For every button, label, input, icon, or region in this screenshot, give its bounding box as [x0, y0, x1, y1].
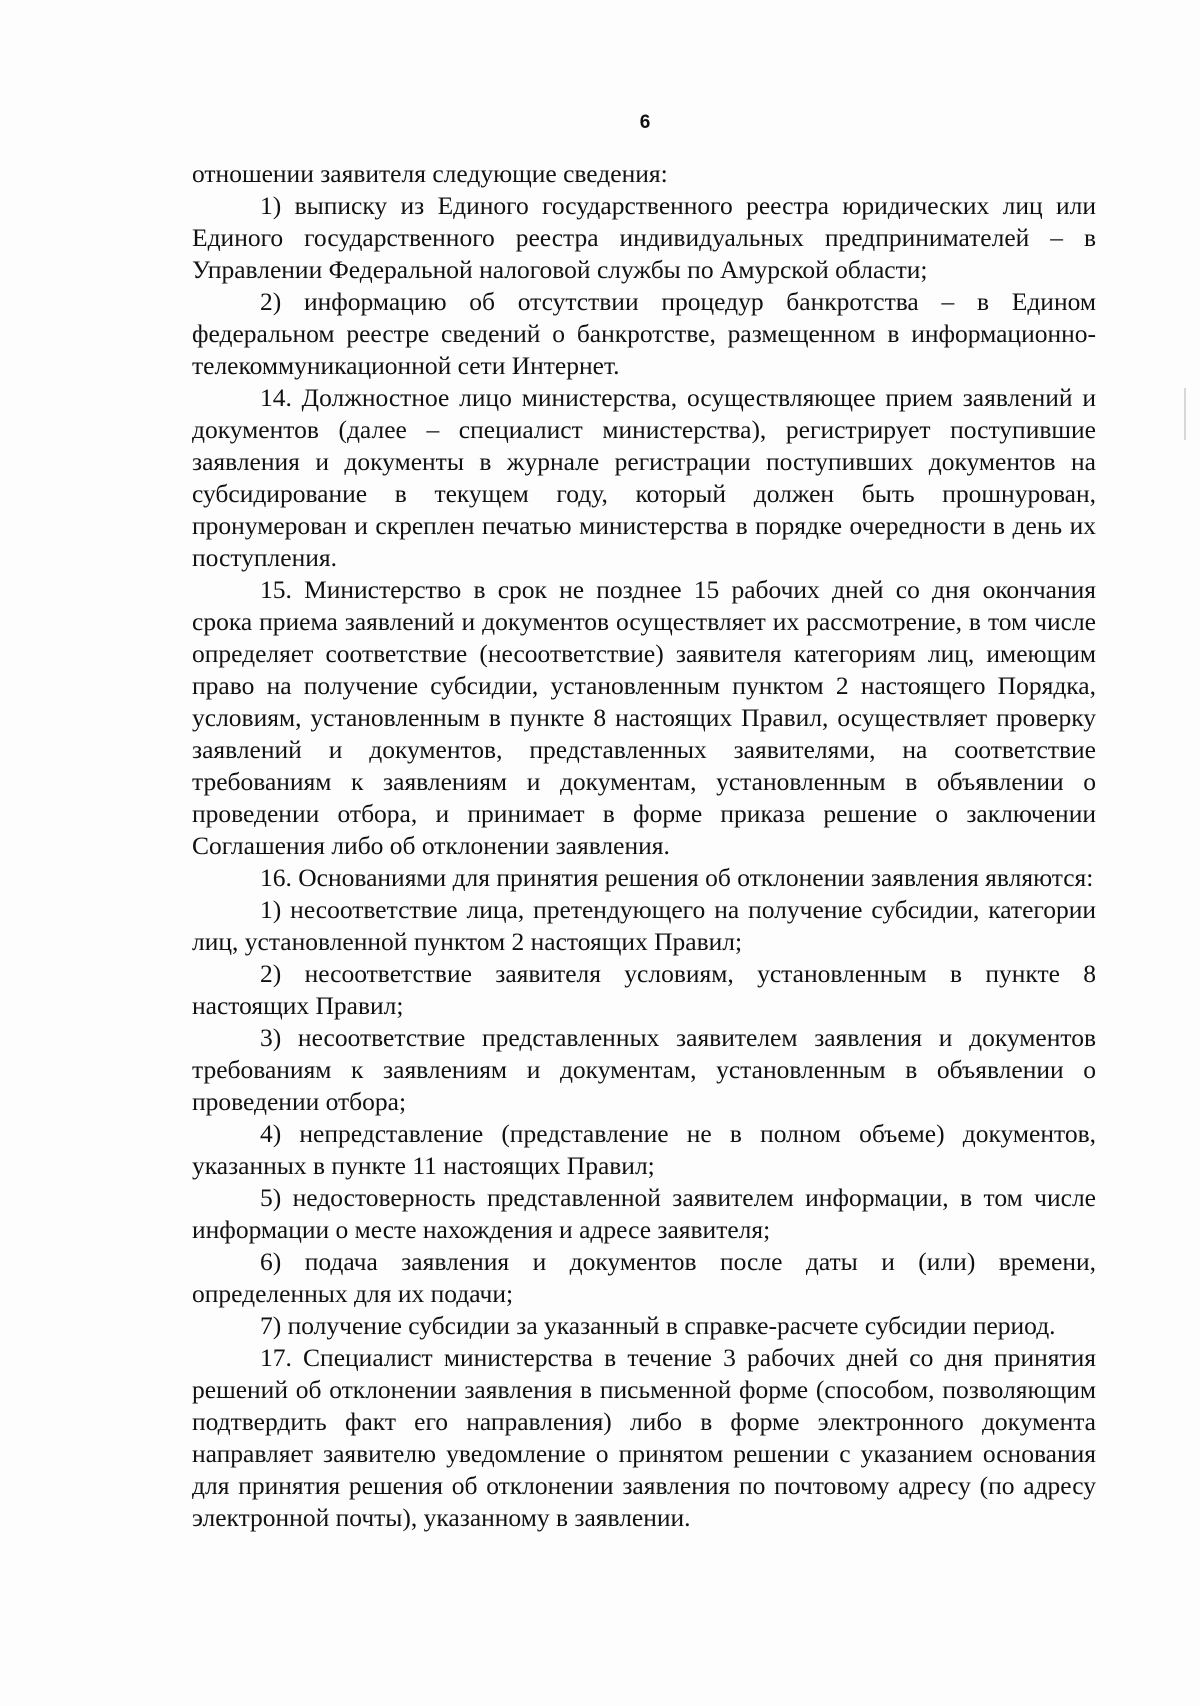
paragraph-17: 17. Специалист министерства в течение 3 рабочих дней со дня принятия решений об отклонении заявления в письменной форме (способом, позволяющим подтвердить факт его направления) либо в форме электронного документа направляет заявителю уведомление о принятом решении с указанием основания для принятия решения об отклонении заявления по почтовому адресу (по адресу электронной почты), указанному в заявлении. [192, 1343, 1096, 1532]
document-body [192, 158, 1096, 1534]
page-number: 6 [639, 112, 651, 133]
paragraph-16: 16. Основаниями для принятия решения об отклонении заявления являются: [260, 863, 1094, 892]
paragraph-16-item-2: 2) несоответствие заявителя условиям, установленным в пункте 8 настоящих Правил; [192, 959, 1096, 1020]
paragraph-16-item-7: 7) получение субсидии за указанный в справке-расчете субсидии период. [260, 1311, 1056, 1340]
paragraph-16-item-5: 5) недостоверность представленной заявителем информации, в том числе информации о месте нахождения и адресе заявителя; [192, 1183, 1096, 1244]
paragraph-item-2-bankruptcy: 2) информацию об отсутствии процедур банкротства – в Едином федеральном реестре сведений о банкротстве, размещенном в информационно-телекоммуникационной сети Интернет. [192, 287, 1096, 380]
paragraph-16-item-3: 3) несоответствие представленных заявителем заявления и документов требованиям к заявлениям и документам, установленным в объявлении о проведении отбора; [192, 1023, 1096, 1116]
paragraph-item-1-egrul: 1) выписку из Единого государственного реестра юридических лиц или Единого государственного реестра индивидуальных предпринимателей – в Управлении Федеральной налоговой службы по Амурской области; [192, 191, 1096, 284]
paragraph-16-item-1: 1) несоответствие лица, претендующего на получение субсидии, категории лиц, установленной пунктом 2 настоящих Правил; [192, 895, 1096, 956]
scan-artifact [1184, 388, 1186, 440]
paragraph-continuation: отношении заявителя следующие сведения: [192, 159, 668, 188]
paragraph-15: 15. Министерство в срок не позднее 15 рабочих дней со дня окончания срока приема заявлений и документов осуществляет их рассмотрение, в том числе определяет соответствие (несоответствие) заявителя категориям лиц, имеющим право на получение субсидии, установленным пунктом 2 настоящего Порядка, условиям, установленным в пункте 8 настоящих Правил, осуществляет проверку заявлений и документов, представленных заявителями, на соответствие требованиям к заявлениям и документам, установленным в объявлении о проведении отбора, и принимает в форме приказа решение о заключении Соглашения либо об отклонении заявления. [192, 575, 1096, 860]
paragraph-16-item-4: 4) непредставление (представление не в полном объеме) документов, указанных в пункте 11 настоящих Правил; [192, 1119, 1096, 1180]
paragraph-16-item-6: 6) подача заявления и документов после даты и (или) времени, определенных для их подачи; [192, 1247, 1096, 1308]
paragraph-14: 14. Должностное лицо министерства, осуществляющее прием заявлений и документов (далее – специалист министерства), регистрирует поступившие заявления и документы в журнале регистрации поступивших документов на субсидирование в текущем году, который должен быть прошнурован, пронумерован и скреплен печатью министерства в порядке очередности в день их поступления. [192, 383, 1096, 572]
